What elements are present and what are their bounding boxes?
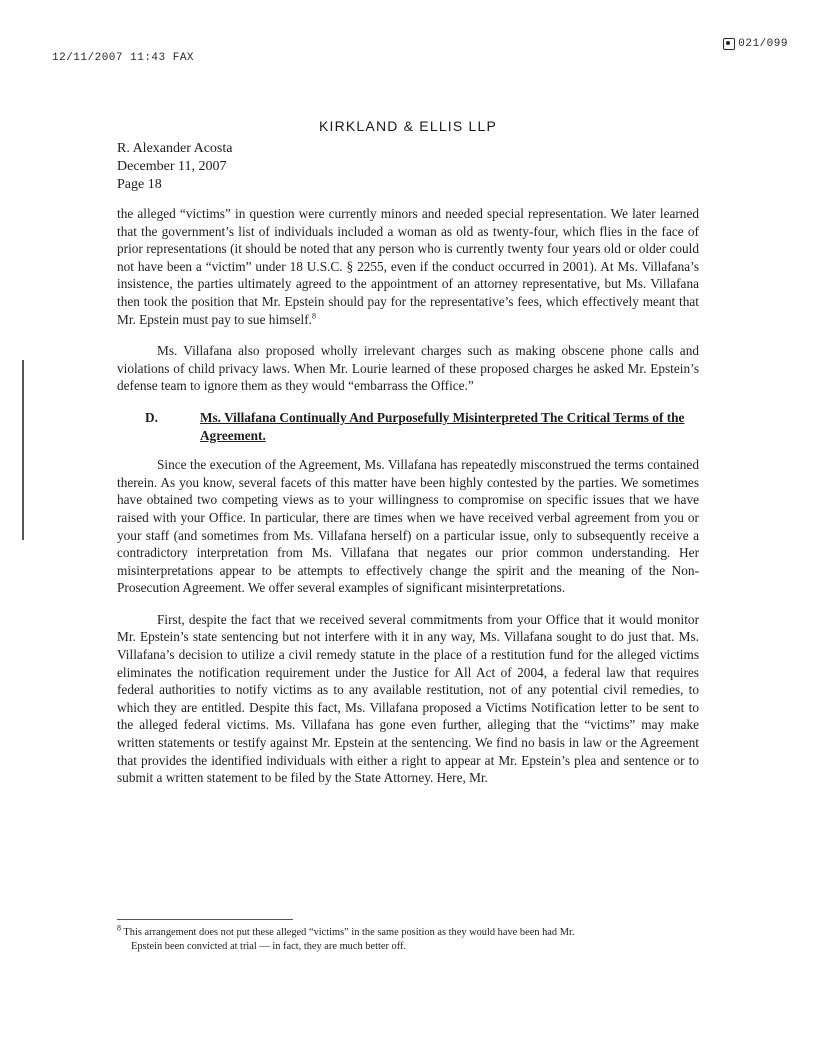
paragraph-4: First, despite the fact that we received several commitments from your Office that it would monitor Mr. Epstein’s state sentencing but not interfere with it in any way, Ms. Villafana sought to do just that. Ms. Villafana’s decision to utilize a civil remedy statute in the place of a restitution fund for the alleged victims eliminates the notification requirement under the Justice for All Act of 2004, a federal law that requires federal authorities to notify victims as to any available restitution, not of any potential civil remedies, to which they are entitled. Despite this fact, Ms. Villafana proposed a Victims Notification letter to be sent to the alleged federal victims. Ms. Villafana has gone even further, alleging that the “victims” may make written statements or testify against Mr. Epstein at the sentencing. We find no basis in law or the Agreement that provides the identified individuals with either a right to appear at Mr. Epstein’s plea and sentence or to submit a written statement to be filed by the State Attorney. Here, Mr. [117,611,699,786]
page-label: Page 18 [117,177,162,192]
footnote-marker: 8 [117,923,121,933]
fax-page-number-text: 021/099 [738,38,788,50]
paragraph-1-text: the alleged “victims” in question were currently minors and needed special representation. We later learned that the government’s list of individuals included a woman as old as twenty-four, which flies in the face of prior representations (it should be noted that any person who is currently twenty four years old or older could not have been a “victim” under 18 U.S.C. § 2255, even if the conduct occurred in 2001). At Ms. Villafana’s insistence, the parties ultimately agreed to the appointment of an attorney representative, but Ms. Villafana then took the position that Mr. Epstein should pay for the representative’s fees, which effectively meant that Mr. Epstein must pay to sue himself. [117,206,699,327]
fax-check-icon [723,38,735,50]
paragraph-2: Ms. Villafana also proposed wholly irrelevant charges such as making obscene phone calls and violations of child privacy laws. When Mr. Lourie learned of these proposed charges he asked Mr. Epstein’s defense team to ignore them as they would “embarrass the Office.” [117,343,699,394]
section-heading [117,409,699,444]
footnote [117,923,697,954]
section-letter: D. [145,409,158,425]
footnote-ref: 8 [312,311,317,321]
letter-date: December 11, 2007 [117,159,227,174]
scan-edge-mark [22,360,24,540]
fax-header: 12/11/2007 11:43 FAX [52,52,195,64]
footnote-text-2: Epstein been convicted at trial — in fact, they are much better off. [131,941,407,952]
section-title: Ms. Villafana Continually And Purposefully Misinterpreted The Critical Terms of the Agreement. [199,409,685,443]
footnote-line-1 [117,923,697,940]
recipient-name: R. Alexander Acosta [117,141,233,156]
fax-page-number [723,38,788,50]
letter-body [117,205,699,801]
letterhead-firm-name: KIRKLAND & ELLIS LLP [318,118,498,134]
paragraph-1 [117,205,699,328]
footnote-text-1: This arrangement does not put these alleged “victims” in the same position as they would have been had Mr. [123,927,575,938]
footnote-divider [117,919,293,920]
address-block [117,140,232,194]
paragraph-3: Since the execution of the Agreement, Ms. Villafana has repeatedly misconstrued the terms contained therein. As you know, several facets of this matter have been highly contested by the parties. We sometimes have obtained two competing views as to your willingness to compromise on specific issues that we have raised with your Office. In particular, there are times when we have received verbal agreement from you or your staff (and sometimes from Ms. Villafana herself) on a particular issue, only to subsequently receive a contradictory interpretation from Ms. Villafana that negates our prior common understanding. Her misinterpretations appear to be attempts to effectively change the spirit and the meaning of the Non-Prosecution Agreement. We offer several examples of significant misinterpretations. [117,457,699,596]
